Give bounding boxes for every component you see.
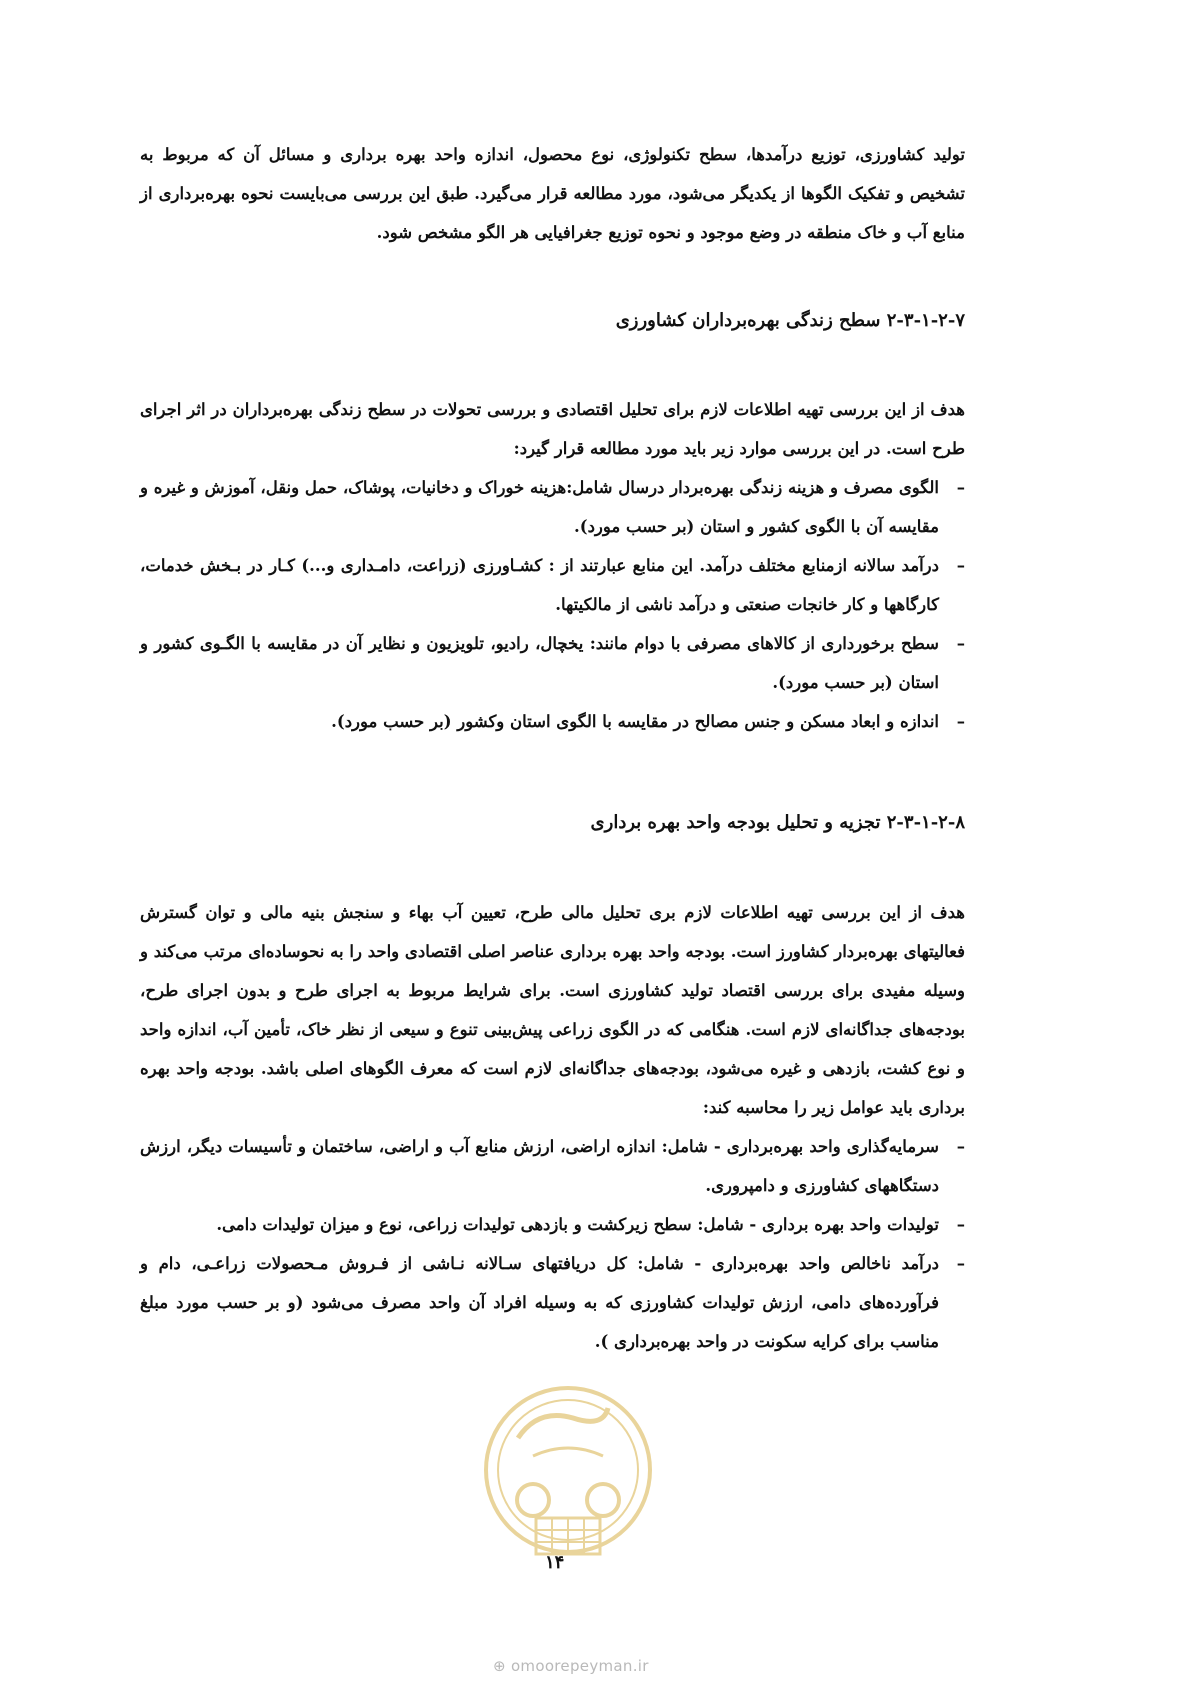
list-item [140, 1205, 965, 1244]
bullet-dash: – [956, 556, 965, 575]
bullet-list [140, 1127, 965, 1361]
list-item [140, 1127, 965, 1205]
section-heading-living-standard: ۲-۳-۱-۲-۷ سطح زندگی بهره‌برداران کشاورزی [615, 310, 965, 331]
bullet-dash: – [956, 1137, 965, 1156]
section-living-standard [140, 390, 965, 741]
section-paragraph: هدف از این بررسی تهیه اطلاعات لازم بری تحلیل مالی طرح، تعیین آب بهاء و سنجش بنیه مالی و توان گسترش فعالیتهای بهره‌بردار کشاورز است. بودجه واحد بهره برداری عناصر اصلی اقتصادی واحد را به نحوساده‌ای مرتب می‌کند و وسیله مفیدی برای بررسی اقتصاد تولید کشاورزی است. برای شرایط مربوط به اجرای طرح و بدون اجرای طرح، بودجه‌های جداگانه‌ای لازم است. هنگامی که در الگوی زراعی پیش‌بینی تنوع و سیعی از نظر خاک، تأمین آب، اندازه واحد و نوع کشت، بازدهی و غیره می‌شود، بودجه‌های جداگانه‌ای لازم است که معرف الگوهای اصلی باشد. بودجه واحد بهره برداری باید عوامل زیر را محاسبه کند: [140, 903, 965, 1117]
bullet-dash: – [956, 478, 965, 497]
list-item [140, 1244, 965, 1361]
watermark-seal-logo [478, 1378, 658, 1568]
list-item [140, 624, 965, 702]
bullet-dash: – [956, 1254, 965, 1273]
section-heading-budget-analysis: ۲-۳-۱-۲-۸ تجزیه و تحلیل بودجه واحد بهره برداری [590, 812, 965, 833]
section-budget-analysis [140, 893, 965, 1361]
bullet-dash: – [956, 712, 965, 731]
page-number: ۱۴ [545, 1552, 565, 1573]
bullet-list [140, 468, 965, 741]
list-item [140, 468, 965, 546]
bullet-dash: – [956, 1215, 965, 1234]
list-item-text: سطح برخورداری از کالاهای مصرفی با دوام مانند: یخچال، رادیو، تلویزیون و نظایر آن در مقایسه با الگـوی کشور و استان (بر حسب مورد). [140, 634, 939, 692]
globe-icon: ⊕ [493, 1657, 506, 1675]
watermark-site: omoorepeyman.ir [510, 1657, 649, 1675]
watermark-site-text [493, 1657, 649, 1675]
list-item-text: سرمایه‌گذاری واحد بهره‌برداری - شامل: اندازه اراضی، ارزش منابع آب و اراضی، ساختمان و تأسیسات دیگر، ارزش دستگاههای کشاورزی و دامپروری. [140, 1137, 939, 1195]
list-item-text: اندازه و ابعاد مسکن و جنس مصالح در مقایسه با الگوی استان وکشور (بر حسب مورد). [331, 712, 939, 731]
list-item-text: درآمد ناخالص واحد بهره‌برداری - شامل: کل دریافتهای سـالانه نـاشی از فـروش مـحصولات زراعـی، دام و فرآورده‌های دامی، ارزش تولیدات کشاورزی که به وسیله افراد آن واحد مصرف می‌شود (و بر حسب مورد مبلغ مناسب برای کرایه سکونت در واحد بهره‌برداری ). [140, 1254, 939, 1351]
section-paragraph: هدف از این بررسی تهیه اطلاعات لازم برای تحلیل اقتصادی و بررسی تحولات در سطح زندگی بهره‌برداران در اثر اجرای طرح است. در این بررسی موارد زیر باید مورد مطالعه قرار گیرد: [140, 400, 965, 458]
list-item [140, 546, 965, 624]
list-item [140, 702, 965, 741]
list-item-text: درآمد سالانه ازمنابع مختلف درآمد. این منابع عبارتند از : کشـاورزی (زراعت، دامـداری و...) کـار در بـخش خدمات، کارگاهها و کار خانجات صنعتی و درآمد ناشی از مالکیتها. [140, 556, 939, 614]
list-item-text: الگوی مصرف و هزینه زندگی بهره‌بردار درسال شامل:هزینه خوراک و دخانیات، پوشاک، حمل ونقل، آموزش و غیره و مقایسه آن با الگوی کشور و استان (بر حسب مورد). [140, 478, 939, 536]
intro-paragraph-block [140, 135, 965, 252]
intro-paragraph: تولید کشاورزی، توزیع درآمدها، سطح تکنولوژی، نوع محصول، اندازه واحد بهره برداری و مسائل آن که مربوط به تشخیص و تفکیک الگوها از یکدیگر می‌شود، مورد مطالعه قرار می‌گیرد. طبق این بررسی می‌بایست نحوه بهره‌برداری از منابع آب و خاک منطقه در وضع موجود و نحوه توزیع جغرافیایی هر الگو مشخص شود. [140, 145, 966, 242]
list-item-text: تولیدات واحد بهره برداری - شامل: سطح زیرکشت و بازدهی تولیدات زراعی، نوع و میزان تولیدات دامی. [216, 1215, 939, 1234]
bullet-dash: – [956, 634, 965, 653]
